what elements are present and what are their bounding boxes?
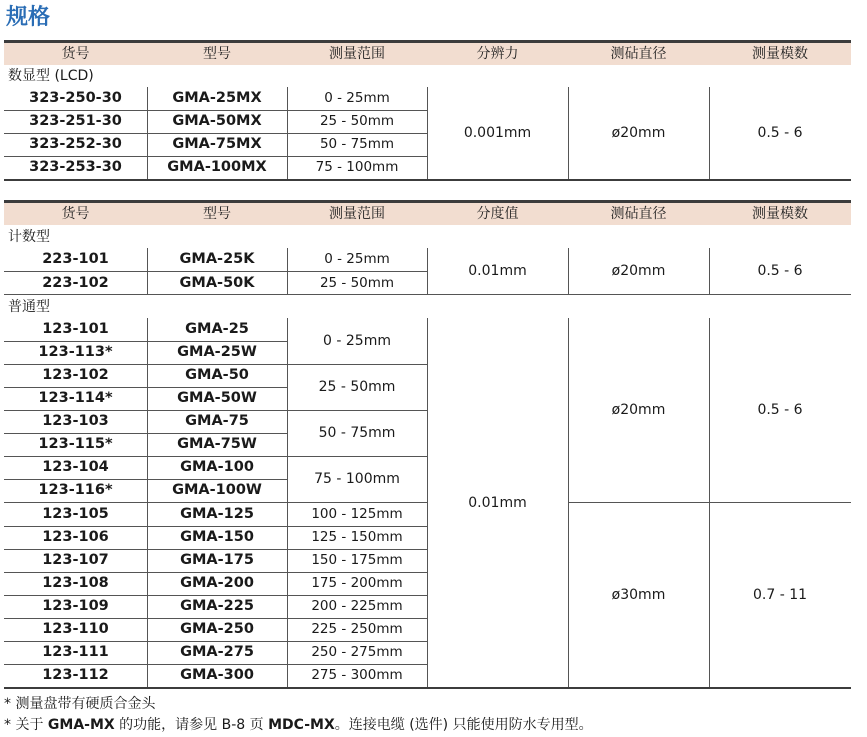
col-header-model: 型号 [203, 206, 231, 222]
row-divider [4, 410, 427, 411]
col-header-module: 测量模数 [752, 206, 808, 222]
col-header-graduation: 分度值 [476, 206, 519, 222]
table-cell-module: 0.5 - 6 [757, 263, 803, 279]
footnote-text: 的功能，请参见 B-8 页 [114, 717, 269, 733]
col-divider [287, 248, 288, 294]
row-divider [4, 502, 427, 503]
table-cell-code: 123-109 [42, 598, 109, 614]
table-cell-range: 275 - 300mm [311, 667, 403, 683]
row-divider [4, 341, 287, 342]
footnote-text: 。连接电缆 (选件) 只能使用防水专用型。 [334, 717, 593, 733]
table-cell-code: 123-111 [42, 644, 109, 660]
table-cell-code: 123-110 [42, 621, 109, 637]
table-cell-code: 123-116* [38, 482, 113, 498]
row-divider [4, 271, 427, 272]
table-cell-range: 125 - 150mm [311, 529, 403, 545]
table-cell-code: 123-104 [42, 459, 109, 475]
table-cell-model: GMA-175 [180, 552, 254, 568]
col-divider [147, 248, 148, 294]
table-cell-anvil: ø20mm [611, 402, 666, 418]
footnote-model-ref: MDC-MX [268, 717, 335, 733]
table-cell-model: GMA-100 [180, 459, 254, 475]
table-cell-model: GMA-25MX [172, 90, 262, 106]
table-cell-module: 0.7 - 11 [752, 587, 808, 603]
group-label-digital: 数显型 (LCD) [8, 68, 94, 84]
table-cell-code: 123-101 [42, 321, 109, 337]
footnote-text: * 关于 [4, 717, 48, 733]
table-cell-code: 223-102 [42, 275, 109, 291]
table-cell-graduation: 0.01mm [468, 263, 527, 279]
table-cell-module: 0.5 - 6 [757, 402, 803, 418]
table-cell-model: GMA-75MX [172, 136, 262, 152]
table-cell-model: GMA-75W [177, 436, 257, 452]
table-cell-anvil: ø30mm [611, 587, 666, 603]
table-cell-model: GMA-250 [180, 621, 254, 637]
table-cell-range: 75 - 100mm [315, 159, 399, 175]
table-cell-code: 323-253-30 [29, 159, 122, 175]
table-cell-code: 123-108 [42, 575, 109, 591]
table-cell-range: 0 - 25mm [324, 90, 390, 106]
table-cell-code: 123-102 [42, 367, 109, 383]
row-divider [4, 110, 427, 111]
table-cell-code: 123-114* [38, 390, 113, 406]
table-cell-model: GMA-275 [180, 644, 254, 660]
table-cell-code: 123-105 [42, 506, 109, 522]
table-cell-model: GMA-50 [185, 367, 249, 383]
col-header-anvil: 测砧直径 [610, 206, 667, 222]
table-cell-model: GMA-50W [177, 390, 257, 406]
col-header-range: 测量范围 [329, 206, 385, 222]
table-cell-code: 123-107 [42, 552, 109, 568]
col-header-module: 测量模数 [752, 46, 808, 62]
col-divider [147, 87, 148, 179]
table-cell-range: 225 - 250mm [311, 621, 403, 637]
col-header-model: 型号 [203, 46, 231, 62]
table-cell-model: GMA-50K [179, 275, 255, 291]
table-cell-range: 0 - 25mm [323, 333, 391, 349]
table-cell-model: GMA-300 [180, 667, 254, 683]
table-cell-range: 150 - 175mm [311, 552, 403, 568]
table-cell-model: GMA-25K [179, 251, 255, 267]
table-cell-model: GMA-100MX [167, 159, 267, 175]
table-cell-code: 123-113* [38, 344, 113, 360]
table-cell-model: GMA-200 [180, 575, 254, 591]
table-cell-code: 123-103 [42, 413, 109, 429]
row-divider [4, 549, 427, 550]
table-bottom-rule [4, 179, 851, 181]
table-bottom-rule [4, 687, 851, 689]
table-cell-code: 123-115* [38, 436, 113, 452]
table-cell-range: 25 - 50mm [318, 379, 396, 395]
row-divider [4, 572, 427, 573]
table-cell-range: 250 - 275mm [311, 644, 403, 660]
table-header [4, 203, 851, 225]
table-cell-range: 50 - 75mm [318, 425, 396, 441]
page-title: 规格 [6, 5, 51, 30]
table-cell-code: 323-251-30 [29, 113, 122, 129]
row-divider [4, 618, 427, 619]
table-cell-range: 200 - 225mm [311, 598, 403, 614]
table-cell-module: 0.5 - 6 [757, 125, 803, 141]
table-header [4, 43, 851, 65]
section-divider [4, 294, 851, 295]
table-cell-range: 25 - 50mm [319, 113, 395, 129]
col-header-code: 货号 [61, 206, 90, 222]
row-divider [4, 156, 427, 157]
row-divider [4, 364, 427, 365]
table-cell-code: 223-101 [42, 251, 109, 267]
table-cell-code: 323-250-30 [29, 90, 122, 106]
table-cell-range: 25 - 50mm [319, 275, 395, 291]
row-divider [4, 641, 427, 642]
table-cell-range: 50 - 75mm [319, 136, 395, 152]
table-cell-range: 0 - 25mm [324, 251, 390, 267]
row-divider [4, 456, 427, 457]
col-header-range: 测量范围 [329, 46, 385, 62]
table-cell-model: GMA-25W [177, 344, 257, 360]
footnote-model-ref: GMA-MX [47, 717, 115, 733]
table-cell-model: GMA-225 [180, 598, 254, 614]
row-divider [4, 133, 427, 134]
group-label-counter: 计数型 [8, 229, 50, 245]
table-cell-range: 100 - 125mm [311, 506, 403, 522]
col-divider [147, 318, 148, 687]
footnote-mx-reference [4, 715, 593, 735]
row-divider [4, 664, 427, 665]
group-label-standard: 普通型 [8, 299, 50, 315]
table-cell-model: GMA-50MX [172, 113, 262, 129]
col-header-resolution: 分辨力 [476, 46, 519, 62]
table-cell-graduation: 0.01mm [468, 494, 527, 511]
table-cell-anvil: ø20mm [611, 263, 666, 279]
col-divider [287, 318, 288, 687]
col-header-anvil: 测砧直径 [610, 46, 667, 62]
row-divider [4, 479, 287, 480]
table-cell-range: 175 - 200mm [311, 575, 403, 591]
table-cell-model: GMA-75 [185, 413, 249, 429]
col-divider [287, 87, 288, 179]
table-cell-code: 123-112 [42, 667, 109, 683]
table-cell-model: GMA-25 [185, 321, 249, 337]
table-cell-model: GMA-125 [180, 506, 254, 522]
row-divider [4, 595, 427, 596]
row-divider [4, 387, 287, 388]
table-cell-model: GMA-100W [172, 482, 262, 498]
row-divider [4, 433, 287, 434]
table-cell-code: 323-252-30 [29, 136, 122, 152]
col-header-code: 货号 [61, 46, 90, 62]
row-divider [4, 526, 427, 527]
table-cell-code: 123-106 [42, 529, 109, 545]
table-cell-model: GMA-150 [180, 529, 254, 545]
footnote-carbide: * 测量盘带有硬质合金头 [4, 696, 156, 712]
table-cell-resolution: 0.001mm [463, 125, 532, 141]
table-cell-anvil: ø20mm [611, 125, 666, 141]
table-cell-range: 75 - 100mm [314, 471, 400, 487]
